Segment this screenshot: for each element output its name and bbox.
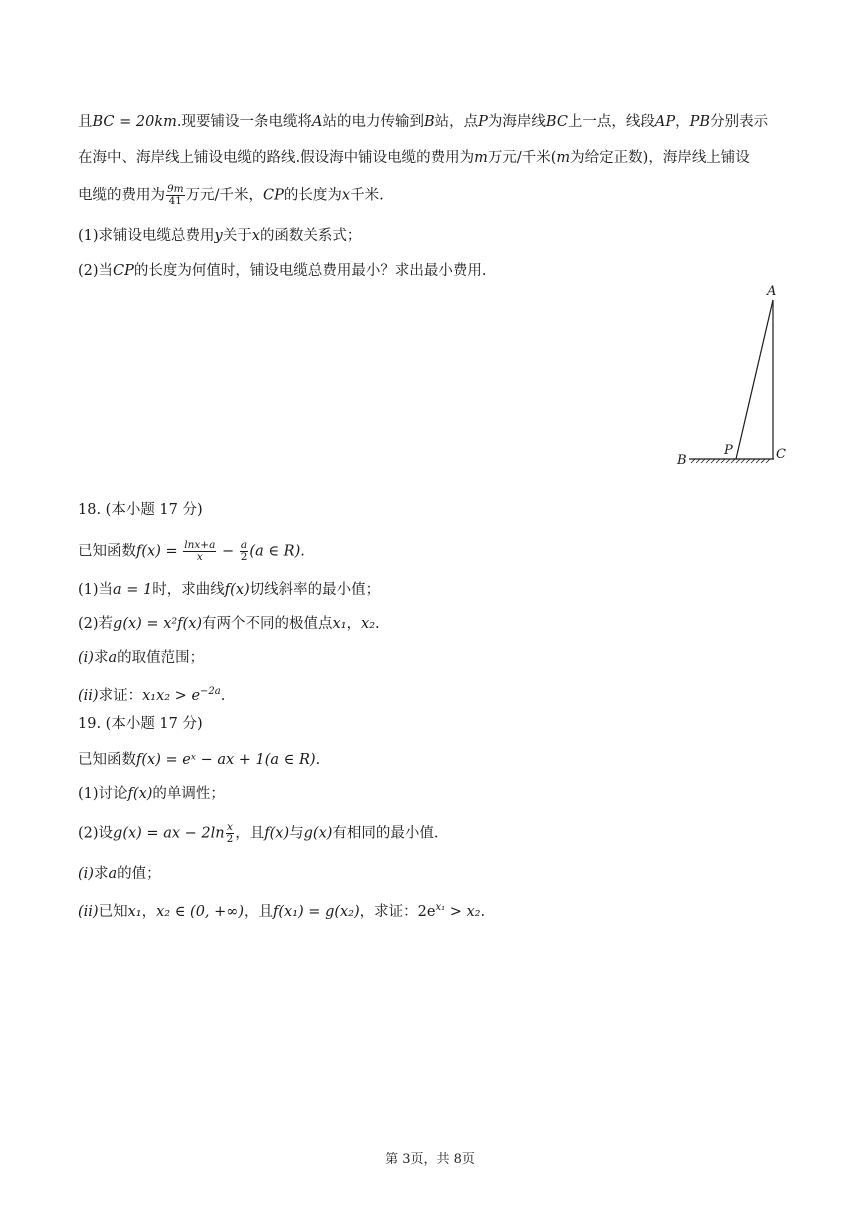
p18-question-ii: (ii)求证：$x_1x_2 > e^{-2a}$. [78,686,226,704]
p17-question-1: (1)求铺设电缆总费用y关于x的函数关系式； [78,228,362,244]
p18-question-i: (i)求a的取值范围； [78,650,205,666]
p18-question-1: (1)当a = 1时，求曲线f(x)切线斜率的最小值； [78,582,381,598]
p18-question-2: (2)若g(x) = x²f(x)有两个不同的极值点x₁，x₂. [78,616,380,632]
triangle-figure [670,280,800,470]
p18-header: 18. (本小题 17 分) [78,502,203,518]
fraction-x-over-2: $\frac{x}{2}$ [226,821,234,845]
fraction-9m-41: $\frac{9m}{41}$ [167,183,184,207]
label-c: C [776,447,786,462]
p18-definition: 已知函数f(x) = $\frac{\ln x+a}{x}$ − $\frac{a}{2}$ (a ∈ R). [78,539,305,563]
p19-definition: 已知函数f(x) = eˣ − ax + 1(a ∈ R). [78,752,321,768]
p17-line1: 且BC = 20km.现要铺设一条电缆将A站的电力传输到B站，点P为海岸线BC上一点，线段AP，PB分别表示 [78,114,769,130]
label-p: P [724,443,733,458]
p17-line2: 在海中、海岸线上铺设电缆的路线.假设海中铺设电缆的费用为m万元/千米(m为给定正数)，海岸线上铺设 [78,150,750,166]
p19-question-2: (2)设g(x) = ax − 2ln $\frac{x}{2}$ ，且f(x)与g(x)有相同的最小值. [78,821,439,845]
p17-question-2: (2)当CP的长度为何值时，铺设电缆总费用最小？求出最小费用. [78,263,487,279]
p19-header: 19. (本小题 17 分) [78,716,203,732]
segment-ap [736,300,773,459]
p19-question-i: (i)求a的值； [78,866,161,882]
label-b: B [677,453,687,468]
p19-question-ii: (ii)已知x₁，x₂ ∈ (0, +∞)，且f(x₁) = g(x₂)，求证：$2e^{x_1} > x_2$. [78,902,486,920]
p17-line3: 电缆的费用为 $\frac{9m}{41}$ 万元/千米，CP的长度为x千米. [78,183,384,207]
fraction-lnx-a-over-x: $\frac{\ln x+a}{x}$ [184,539,216,563]
fraction-a-over-2: $\frac{a}{2}$ [240,539,248,563]
page-footer: 第 3页，共 8页 [385,1152,475,1167]
label-a: A [767,284,777,299]
p19-question-1: (1)讨论f(x)的单调性； [78,786,225,802]
